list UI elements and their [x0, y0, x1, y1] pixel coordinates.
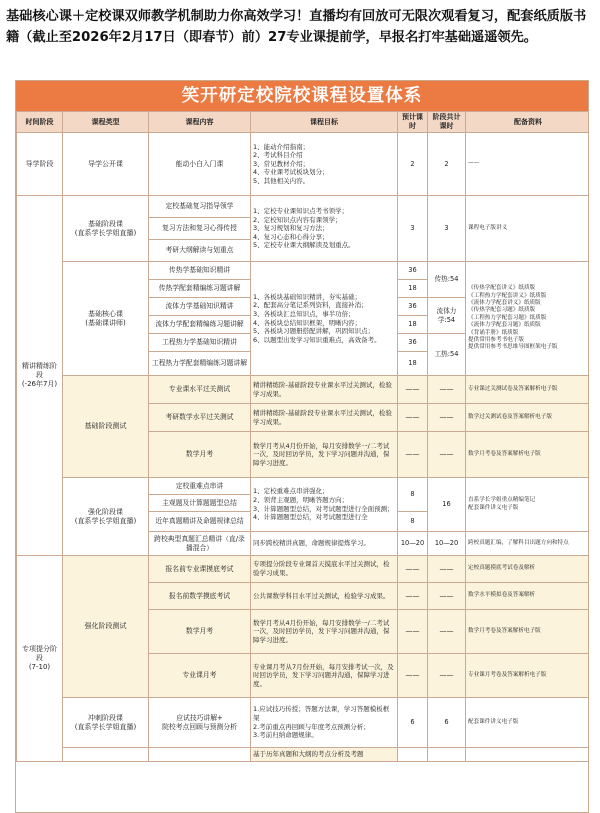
hours-cell: 18 — [398, 316, 428, 334]
table-row — [17, 556, 590, 583]
content-cell: 传热学配套精编练习题讲解 — [149, 280, 251, 298]
hours-cell: —— — [398, 654, 428, 698]
material-cell — [466, 748, 590, 762]
hours-cell: —— — [398, 610, 428, 654]
content-cell: 考研大纲解读与划重点 — [149, 240, 251, 262]
total-cell: —— — [428, 556, 466, 583]
hours-cell: —— — [398, 583, 428, 610]
goal-cell: 数学月考从4月份开始，每月安排数学一/二考试一次，及时回访学员，发下学习问题并沟通，保障学习进度。 — [251, 610, 398, 654]
goal-cell: 1.应试技巧传授；答题方法课，学习答题模板框架 2.考前重点再回顾与年度考点预测分析； 3.考前归纳命题规律。 — [251, 698, 398, 748]
stage-cell: 精讲精练阶段 (-26年7月) — [17, 196, 63, 556]
total-cell: 6 — [428, 698, 466, 748]
hours-cell: 6 — [398, 698, 428, 748]
content-cell: 专业课月考 — [149, 654, 251, 698]
hours-cell: —— — [398, 404, 428, 432]
material-cell: 跨校真题汇编，了解科目出题方向和特点 — [466, 532, 590, 556]
goal-cell: 同步跨校精讲真题，命题规律提炼学习。 — [251, 532, 398, 556]
table-row — [17, 748, 590, 762]
goal-cell: 精讲精练阶-基础阶段专业课水平过关测试，检验学习成果。 — [251, 376, 398, 404]
material-cell: 配套课件讲义电子版 — [466, 698, 590, 748]
type-cell: 基础阶段课 (直系学长学姐直播) — [63, 196, 149, 262]
hours-cell: 36 — [398, 298, 428, 316]
material-cell: 课程电子版讲义 — [466, 196, 590, 262]
total-cell — [428, 748, 466, 762]
header-row — [17, 112, 590, 133]
header-cell: 课程类型 — [63, 112, 149, 133]
content-cell: 能动小白入门课 — [149, 133, 251, 196]
total-cell: —— — [428, 583, 466, 610]
goal-cell: 1、定校专业课知识点考书领学； 2、定校知识点内容有课领学； 3、复习规划和复习方法； 4、复习心态和心得分享； 5、定校专业课大纲解读及划重点。 — [251, 196, 398, 262]
material-cell: 定校真题摸底考试卷及解析 — [466, 556, 590, 583]
type-cell: 强化阶段测试 — [63, 556, 149, 698]
goal-cell: 专项提分阶段专业课首天摸底水平过关测试，检验学习成果。 — [251, 556, 398, 583]
hours-cell: 8 — [398, 478, 428, 512]
course-table — [16, 111, 589, 762]
hours-cell: 3 — [398, 196, 428, 262]
content-cell: 报名前数学摸底考试 — [149, 583, 251, 610]
content-cell: 报名前专业课摸底考试 — [149, 556, 251, 583]
content-cell: 近年真题精讲及命题规律总结 — [149, 512, 251, 532]
hours-cell: 2 — [398, 133, 428, 196]
hours-cell: —— — [398, 556, 428, 583]
goal-cell: 数学月考从4月份开始，每月安排数学一/二考试一次，及时回访学员，发下学习问题并沟通，保障学习进度。 — [251, 432, 398, 478]
total-cell: 流体力学:54 — [428, 298, 466, 334]
content-cell: 工程热力学配套精编练习题讲解 — [149, 352, 251, 376]
hours-cell: 8 — [398, 512, 428, 532]
table-row — [17, 133, 590, 196]
stage-cell: 导学阶段 — [17, 133, 63, 196]
content-cell: 传热学基础知识精讲 — [149, 262, 251, 280]
hours-cell: 10—20 — [398, 532, 428, 556]
content-cell: 流体力学基础知识精讲 — [149, 298, 251, 316]
goal-cell: 精讲精练阶-基础阶段专业课水平过关测试，检验学习成果。 — [251, 404, 398, 432]
content-cell: 定校基础复习指导领学 — [149, 196, 251, 218]
goal-cell: 基于历年真题和大纲的考点分析及考题 — [251, 748, 398, 762]
total-cell: 工热:54 — [428, 334, 466, 376]
total-cell: —— — [428, 654, 466, 698]
goal-cell: 公共课数学科目水平过关测试，检验学习成果。 — [251, 583, 398, 610]
hours-cell — [398, 748, 428, 762]
material-cell: 《传热学配套讲义》纸质版 《工程热力学配套讲义》纸质版 《流体力学配套讲义》纸质版 《传热学配套习题》纸质版 《工程热力学配套习题》纸质版 《流体力学配套习题》纸质版 《背诵手册》纸质版 提供常用参考书电子版 提供常用参考书思维导图框架电子版 — [466, 262, 590, 376]
intro-text: 基础核心课＋定校课双师教学机制助力你高效学习！直播均有回放可无限次观看复习，配套纸质版书籍（截止至2026年2月17日（即春节）前）27专业课提前学，早报名打牢基础遥遥领先。 — [6, 9, 587, 45]
type-cell: 强化阶段课 (直系学长学姐直播) — [63, 478, 149, 556]
hours-cell: —— — [398, 376, 428, 404]
table-row — [17, 262, 590, 280]
total-cell: 16 — [428, 478, 466, 532]
material-cell: 数学月考卷及答案解析电子版 — [466, 432, 590, 478]
total-cell: —— — [428, 432, 466, 478]
hours-cell: 36 — [398, 262, 428, 280]
table-banner: 笑开研定校院校课程设置体系 — [16, 81, 588, 111]
goal-cell: 1、定校重难点串讲强化； 2、领背主观题，明晰答题方向； 3、计算题题型总结，对考试题型进行全面预测； 4、计算题题型总结，对考试题型进行全 — [251, 478, 398, 532]
content-cell: 主观题及计算题题型总结 — [149, 495, 251, 512]
content-cell: 工程热力学基础知识精讲 — [149, 334, 251, 352]
total-cell: —— — [428, 610, 466, 654]
header-cell: 阶段共计课时 — [428, 112, 466, 133]
content-cell: 跨校典型真题汇总精讲（直/录播混合） — [149, 532, 251, 556]
table-row — [17, 478, 590, 495]
material-cell: 专业课过关测试卷及答案解析电子版 — [466, 376, 590, 404]
content-cell: 数学月考 — [149, 432, 251, 478]
total-cell: 10—20 — [428, 532, 466, 556]
course-table-sheet — [15, 80, 589, 813]
material-cell: 直系学长学姐重点精编笔记 配套课件讲义电子版 — [466, 478, 590, 532]
total-cell: 2 — [428, 133, 466, 196]
hours-cell: —— — [398, 432, 428, 478]
table-row — [17, 698, 590, 748]
material-cell: 数学水平模拟卷及答案解析 — [466, 583, 590, 610]
type-cell: 导学公开课 — [63, 133, 149, 196]
total-cell: 传热:54 — [428, 262, 466, 298]
type-cell: 基础核心课 (基础课讲师) — [63, 262, 149, 376]
table-row — [17, 376, 590, 404]
material-cell: —— — [466, 133, 590, 196]
hours-cell: 18 — [398, 352, 428, 376]
table-row — [17, 196, 590, 218]
type-cell: 基础阶段测试 — [63, 376, 149, 478]
material-cell: 数学过关测试卷及答案解析电子版 — [466, 404, 590, 432]
hours-cell: 36 — [398, 334, 428, 352]
header-cell: 预计课时 — [398, 112, 428, 133]
content-cell: 流体力学配套精编练习题讲解 — [149, 316, 251, 334]
total-cell: —— — [428, 376, 466, 404]
content-cell: 复习方法和复习心得传授 — [149, 218, 251, 240]
content-cell: 数学月考 — [149, 610, 251, 654]
type-cell: 冲刺阶段课 (直系学长学姐直播) — [63, 698, 149, 748]
content-cell: 考研数学水平过关测试 — [149, 404, 251, 432]
goal-cell: 1、各板块基础知识精讲，夯实基础； 2、配套高分笔记系列资料，直接补消； 3、各板块汇总知识点，事半功倍； 4、各板块总结知识框架，明晰内容； 5、各板块习题册搭配讲解，巩固知识点； 6、以题型出发学习知识重难点，高效备考。 — [251, 262, 398, 376]
total-cell: 3 — [428, 196, 466, 262]
goal-cell: 专业课月考从7月份开始，每月安排考试一次，及时回访学员，发下学习问题并沟通，保障学习进度。 — [251, 654, 398, 698]
material-cell: 数学月考卷及答案解析电子版 — [466, 610, 590, 654]
goal-cell: 1、能动介绍指南； 2、考试科目介绍 3、常见教材介绍； 4、专业课考试板块划分； 5、其他相关内容。 — [251, 133, 398, 196]
header-cell: 配备资料 — [466, 112, 590, 133]
type-cell — [63, 748, 149, 762]
header-cell: 课程目标 — [251, 112, 398, 133]
hours-cell: 18 — [398, 280, 428, 298]
content-cell — [149, 748, 251, 762]
header-cell: 时间阶段 — [17, 112, 63, 133]
content-cell: 定校重难点串讲 — [149, 478, 251, 495]
header-cell: 课程内容 — [149, 112, 251, 133]
material-cell: 专业课月考卷及答案解析电子版 — [466, 654, 590, 698]
content-cell: 应试技巧讲解+ 院校考点回顾与预测分析 — [149, 698, 251, 748]
stage-cell: 专项提分阶段 (7-10) — [17, 556, 63, 762]
content-cell: 专业课水平过关测试 — [149, 376, 251, 404]
total-cell: —— — [428, 404, 466, 432]
